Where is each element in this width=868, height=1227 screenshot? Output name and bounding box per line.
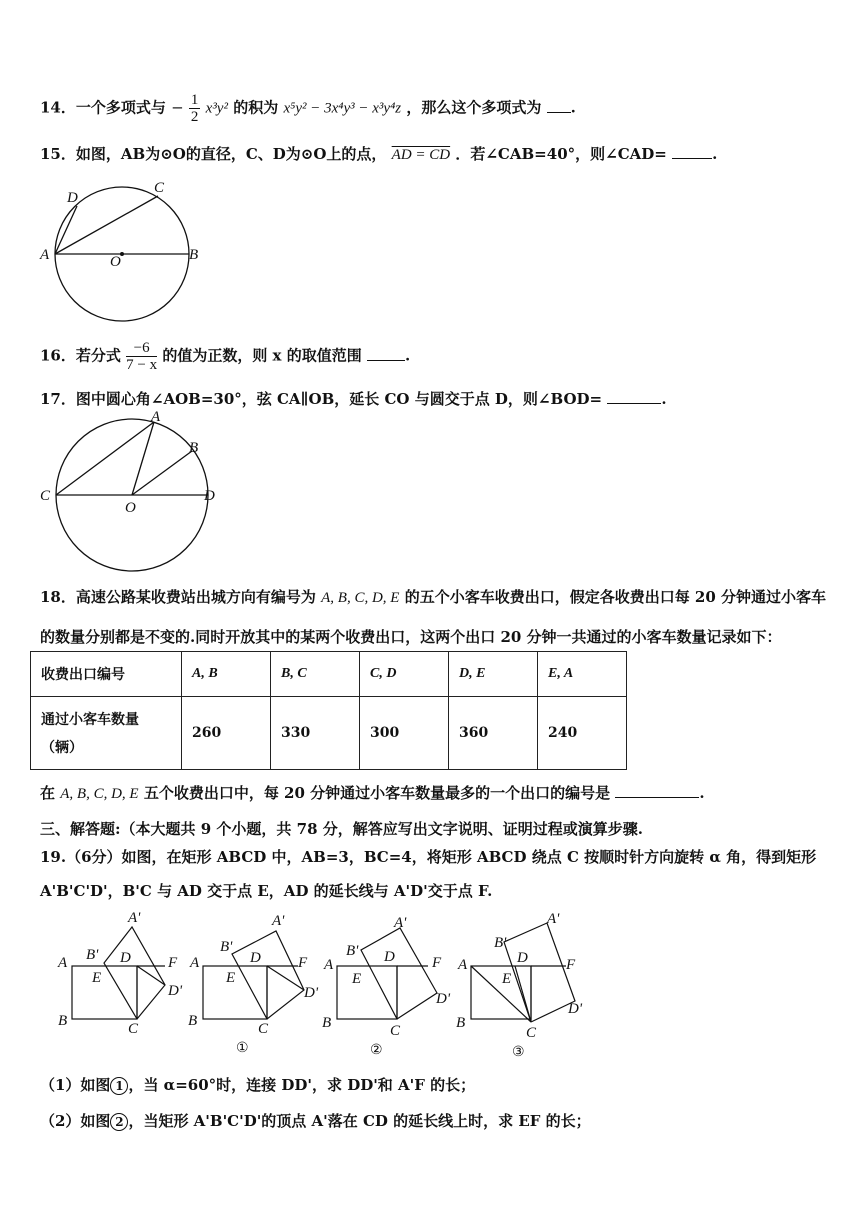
svg-text:A: A <box>190 955 200 971</box>
q17-label-A: A <box>151 410 161 425</box>
q14-product: x⁵y² − 3x⁴y³ − x³y⁴z <box>283 100 402 117</box>
question-19-part-1: （1）如图 1 ，当 α=60°时，连接 DD'，求 DD'和 A'F 的长； <box>40 1076 476 1094</box>
table-cell: 360 <box>449 697 538 770</box>
svg-text:B: B <box>58 1013 68 1029</box>
svg-text:C: C <box>128 1021 139 1037</box>
table-cell: 260 <box>182 697 271 770</box>
table-header: 通过小客车数量 （辆） <box>31 697 182 770</box>
svg-text:C: C <box>258 1021 269 1037</box>
q19-figure-3 <box>456 911 583 1060</box>
question-15: 15．如图，AB为⊙O的直径，C、D为⊙O上的点， AD = CD ．若∠CAB=40°，则∠CAD= . <box>40 145 718 163</box>
svg-text:D': D' <box>168 983 183 999</box>
q14-middle: 的积为 <box>233 98 279 117</box>
svg-text:A: A <box>324 957 334 973</box>
q17-text: 17．图中圆心角∠AOB=30°，弦 CA∥OB，延长 CO 与圆交于点 D，则∠BOD= <box>40 390 603 408</box>
q14-prefix: 14．一个多项式与 <box>40 98 166 117</box>
svg-text:A: A <box>458 957 468 973</box>
q15-label-C: C <box>154 180 165 196</box>
q15-label-D: D <box>67 190 78 206</box>
question-17: 17．图中圆心角∠AOB=30°，弦 CA∥OB，延长 CO 与圆交于点 D，则∠BOD= . <box>40 390 667 408</box>
q16-fraction: $\frac{-6}{7 - x}$ <box>126 340 158 373</box>
q15-label-O: O <box>110 254 121 270</box>
toll-exit-table <box>30 651 627 770</box>
svg-text:D: D <box>517 950 528 966</box>
q17-label-D: D <box>204 488 215 504</box>
svg-text:A: A <box>58 955 68 971</box>
svg-text:C: C <box>390 1023 401 1039</box>
table-cell: 240 <box>538 697 627 770</box>
svg-text:E: E <box>226 970 236 986</box>
figure-number-2: ② <box>370 1043 383 1058</box>
q17-circle-figure <box>34 410 224 575</box>
q19-figure-2 <box>322 915 451 1058</box>
svg-text:A': A' <box>272 913 285 929</box>
figure-number-1: ① <box>236 1041 249 1056</box>
q17-answer-blank[interactable] <box>607 389 661 404</box>
svg-text:E: E <box>92 970 102 986</box>
table-cell: D, E <box>449 652 538 697</box>
table-cell: 300 <box>360 697 449 770</box>
q19-figure-0 <box>57 910 183 1037</box>
q19-figure-1 <box>188 913 319 1056</box>
svg-text:A': A' <box>547 911 560 927</box>
svg-text:E: E <box>502 971 512 987</box>
table-cell: E, A <box>538 652 627 697</box>
q15-text2: ．若∠CAB=40°，则∠CAD= <box>455 145 667 163</box>
question-18-line2: 的数量分别都是不变的.同时开放其中的某两个收费出口，这两个出口 20 分钟一共通过的小客车数量记录如下： <box>40 628 782 646</box>
svg-text:B': B' <box>86 947 99 963</box>
question-18-after: 在 A, B, C, D, E 五个收费出口中，每 20 分钟通过小客车数量最多的一个出口的编号是 . <box>40 784 705 802</box>
question-19-line2: A'B'C'D'，B'C 与 AD 交于点 E，AD 的延长线与 A'D'交于点 F. <box>40 882 493 900</box>
q17-label-B: B <box>189 440 199 456</box>
q16-answer-blank[interactable] <box>367 346 405 361</box>
svg-text:D: D <box>384 949 395 965</box>
q18-exit-letters: A, B, C, D, E <box>321 590 400 606</box>
table-cell: A, B <box>182 652 271 697</box>
svg-text:B: B <box>322 1015 332 1031</box>
table-row <box>31 697 627 770</box>
svg-text:A': A' <box>394 915 407 931</box>
q17-label-C: C <box>40 488 51 504</box>
q14-monomial: x³y² <box>205 100 228 117</box>
svg-text:D: D <box>120 950 131 966</box>
q15-answer-blank[interactable] <box>672 144 712 159</box>
q16-text: 16．若分式 <box>40 346 121 365</box>
svg-text:D: D <box>250 950 261 966</box>
svg-text:D': D' <box>436 991 451 1007</box>
svg-text:B: B <box>188 1013 198 1029</box>
table-cell: 330 <box>271 697 360 770</box>
question-14: 14．一个多项式与 − $\frac{1}{2}$ x³y² 的积为 x⁵y² − 3x⁴y³ − x³y⁴z ，那么这个多项式为 . <box>40 92 576 125</box>
svg-text:B: B <box>456 1015 466 1031</box>
table-header: 收费出口编号 <box>31 652 182 697</box>
svg-text:C: C <box>526 1025 537 1041</box>
table-row <box>31 652 627 697</box>
q14-answer-blank[interactable] <box>547 98 571 113</box>
svg-text:F: F <box>566 957 576 973</box>
question-16: 16．若分式 $\frac{-6}{7 - x}$ 的值为正数，则 x 的取值范围 . <box>40 340 411 373</box>
q17-label-O: O <box>125 500 136 516</box>
q19-rectangle-figures <box>50 905 610 1065</box>
question-18-line1: 18．高速公路某收费站出城方向有编号为 A, B, C, D, E 的五个小客车收费出口，假定各收费出口每 20 分钟通过小客车 <box>40 588 827 606</box>
q15-label-B: B <box>189 247 199 263</box>
figure-ref-2: 2 <box>110 1113 128 1131</box>
svg-text:D': D' <box>304 985 319 1001</box>
svg-text:B': B' <box>220 939 233 955</box>
question-19-part-2: （2）如图 2 ，当矩形 A'B'C'D'的顶点 A'落在 CD 的延长线上时，求 EF 的长； <box>40 1112 591 1130</box>
q15-text: 15．如图，AB为⊙O的直径，C、D为⊙O上的点， <box>40 145 387 163</box>
figure-number-3: ③ <box>512 1045 525 1060</box>
q14-fraction: $\frac{1}{2}$ <box>190 92 199 125</box>
svg-text:F: F <box>298 955 308 971</box>
q15-label-A: A <box>40 247 50 263</box>
svg-text:F: F <box>432 955 442 971</box>
svg-text:A': A' <box>128 910 141 926</box>
figure-ref-1: 1 <box>110 1077 128 1095</box>
svg-text:F: F <box>168 955 178 971</box>
svg-text:B': B' <box>346 943 359 959</box>
question-19-line1: 19.（6分）如图，在矩形 ABCD 中，AB=3，BC=4，将矩形 ABCD 绕点 C 按顺时针方向旋转 α 角，得到矩形 <box>40 848 817 866</box>
svg-text:E: E <box>352 971 362 987</box>
q16-text2: 的值为正数，则 x 的取值范围 <box>162 346 362 365</box>
table-cell: B, C <box>271 652 360 697</box>
svg-text:B': B' <box>494 935 507 951</box>
svg-text:D': D' <box>568 1001 583 1017</box>
q15-arc-equation: AD = CD <box>391 147 451 163</box>
q14-suffix: ，那么这个多项式为 <box>406 98 542 117</box>
q15-circle-figure <box>36 178 211 328</box>
section-3-heading: 三、解答题:（本大题共 9 个小题，共 78 分，解答应写出文字说明、证明过程或演算步骤. <box>40 820 643 838</box>
q18-answer-blank[interactable] <box>615 783 699 798</box>
table-cell: C, D <box>360 652 449 697</box>
